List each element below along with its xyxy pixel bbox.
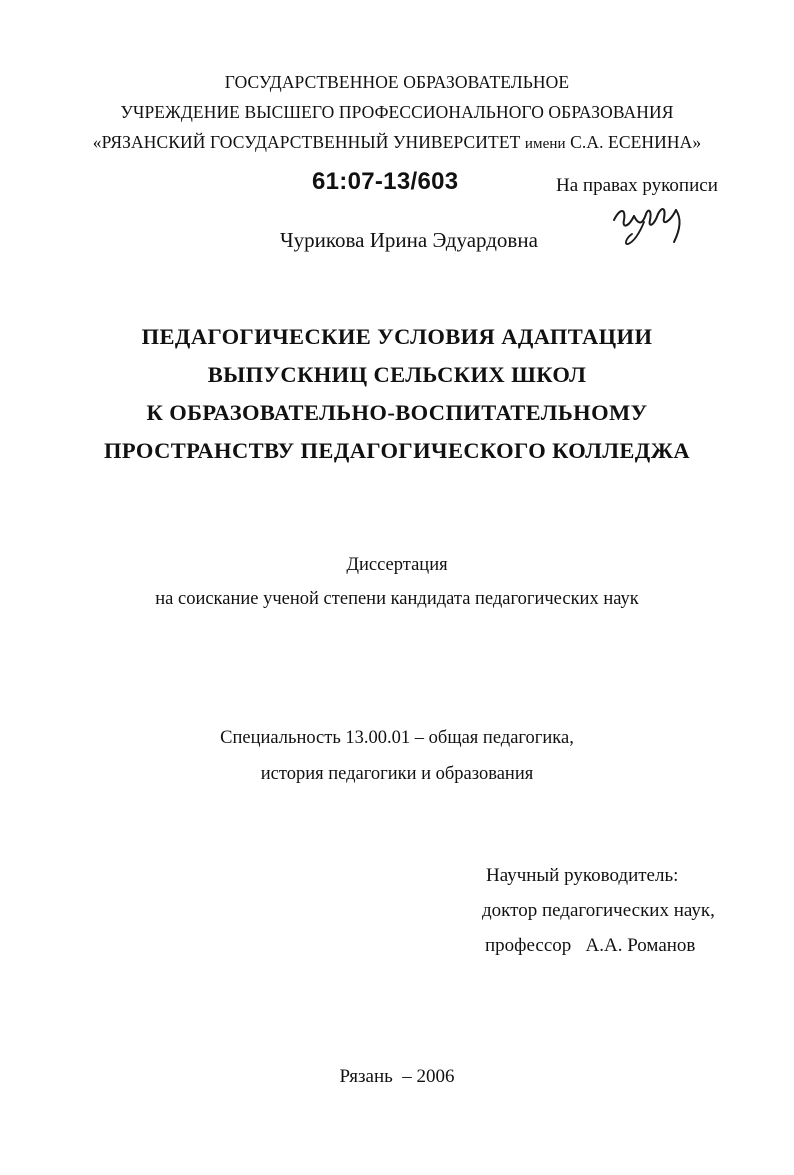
specialty-line-2: история педагогики и образования bbox=[260, 764, 534, 784]
place-and-year: Рязань – 2006 bbox=[339, 1066, 455, 1087]
university-namesake: С.А. ЕСЕНИНА» bbox=[565, 132, 702, 152]
signature-stroke-1 bbox=[614, 211, 634, 226]
title-line-4: ПРОСТРАНСТВУ ПЕДАГОГИЧЕСКОГО КОЛЛЕДЖА bbox=[103, 438, 690, 463]
document-type-line-1: Диссертация bbox=[346, 555, 448, 575]
dissertation-title bbox=[0, 318, 794, 470]
signature-stroke-2 bbox=[634, 211, 658, 225]
advisor-label: Научный руководитель: bbox=[486, 865, 679, 886]
signature-stroke-3 bbox=[658, 209, 676, 222]
institution-line-1: ГОСУДАРСТВЕННОЕ ОБРАЗОВАТЕЛЬНОЕ bbox=[224, 72, 570, 92]
advisor-name: профессор А.А. Романов bbox=[485, 935, 696, 956]
title-line-1: ПЕДАГОГИЧЕСКИЕ УСЛОВИЯ АДАПТАЦИИ bbox=[141, 324, 653, 349]
scientific-advisor bbox=[482, 858, 715, 963]
rights-note: На правах рукописи bbox=[556, 175, 718, 196]
author-name: Чурикова Ирина Эдуардовна bbox=[280, 228, 538, 252]
document-type-line-2: на соискание ученой степени кандидата педагогических наук bbox=[155, 589, 639, 609]
university-name: «РЯЗАНСКИЙ ГОСУДАРСТВЕННЫЙ УНИВЕРСИТЕТ bbox=[92, 132, 525, 152]
institution-line-3 bbox=[0, 127, 794, 159]
imeni-word: имени bbox=[524, 136, 566, 152]
signature-stroke-4 bbox=[674, 210, 680, 242]
institution-line-2: УЧРЕЖДЕНИЕ ВЫСШЕГО ПРОФЕССИОНАЛЬНОГО ОБРАЗОВАНИЯ bbox=[120, 102, 674, 122]
specialty-line-1: Специальность 13.00.01 – общая педагогика, bbox=[220, 728, 574, 748]
advisor-degree: доктор педагогических наук, bbox=[482, 900, 715, 921]
signature-stroke-5 bbox=[626, 222, 644, 244]
specialty bbox=[0, 720, 794, 792]
document-type bbox=[0, 548, 794, 616]
title-line-2: ВЫПУСКНИЦ СЕЛЬСКИХ ШКОЛ bbox=[207, 362, 587, 387]
title-line-3: К ОБРАЗОВАТЕЛЬНО-ВОСПИТАТЕЛЬНОМУ bbox=[146, 400, 648, 425]
institution-header bbox=[0, 67, 794, 159]
catalog-code: 61:07-13/603 bbox=[312, 168, 459, 195]
handwritten-signature bbox=[600, 198, 692, 250]
